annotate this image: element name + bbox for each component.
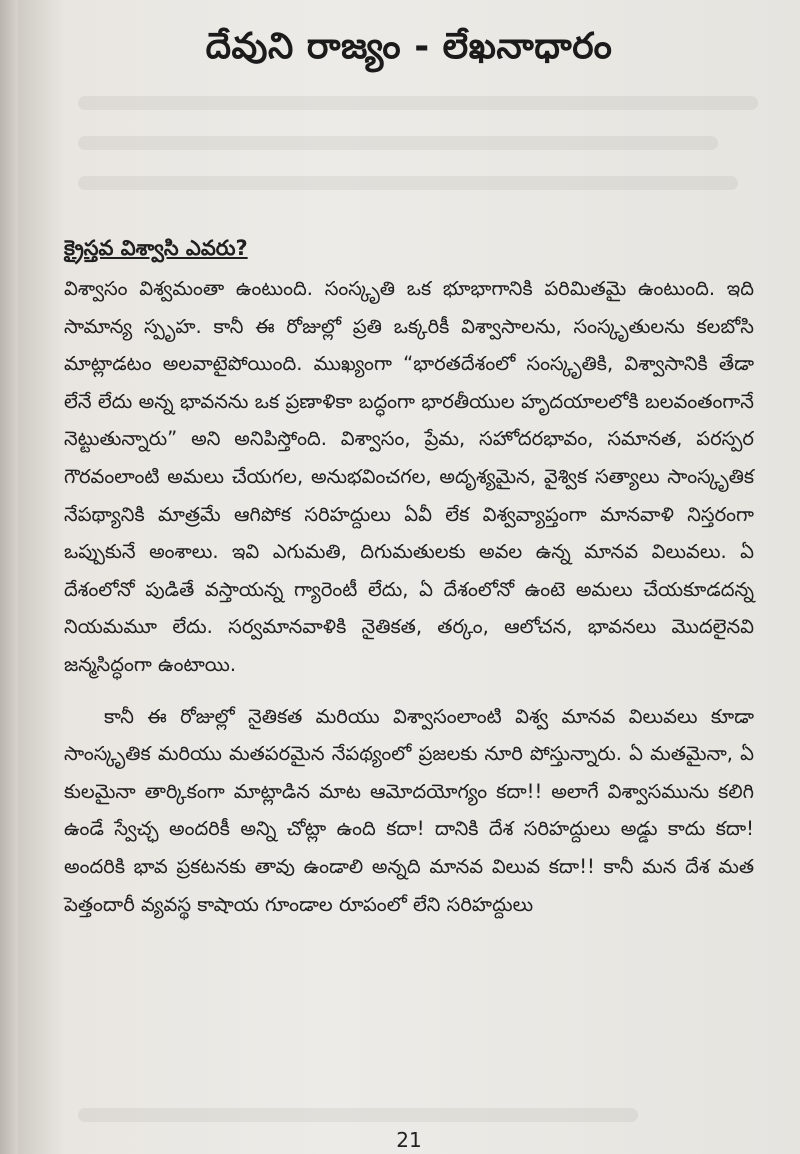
section-heading: క్రైస్తవ విశ్వాసి ఎవరు? (64, 236, 248, 260)
bleed-through-line (78, 1108, 638, 1122)
page-title: దేవుని రాజ్యం - లేఖనాధారం (205, 26, 613, 67)
book-page (18, 0, 800, 1154)
page-number: 21 (396, 1128, 422, 1152)
page-content (64, 232, 754, 923)
bleed-through-line (78, 96, 758, 110)
bleed-through-line (78, 136, 718, 150)
paragraph-2: కానీ ఈ రోజుల్లో నైతికత మరియు విశ్వాసంలాంటి విశ్వ మానవ విలువలు కూడా సాంస్కృతిక మరియు మతపరమైన నేపథ్యంలో ప్రజలకు నూరి పోస్తున్నారు. ఏ మతమైనా, ఏ కులమైనా తార్కికంగా మాట్లాడిన మాట ఆమోదయోగ్యం కదా!! అలాగే విశ్వాసమును కలిగి ఉండే స్వేచ్ఛ అందరికీ అన్ని చోట్లా ఉంది కదా! దానికి దేశ సరిహద్దులు అడ్డు కాదు కదా! అందరికి భావ ప్రకటనకు తావు ఉండాలి అన్నది మానవ విలువ కదా!! కానీ మన దేశ మత పెత్తందారీ వ్యవస్థ కాషాయ గూండాల రూపంలో లేని సరిహద్దులు (64, 704, 754, 916)
paragraph-1: విశ్వాసం విశ్వమంతా ఉంటుంది. సంస్కృతి ఒక భూభాగానికి పరిమితమై ఉంటుంది. ఇది సామాన్య స్పృహ. కానీ ఈ రోజుల్లో ప్రతి ఒక్కరికీ విశ్వాసాలను, సంస్కృతులను కలబోసి మాట్లాడటం అలవాటైపోయింది. ముఖ్యంగా “భారతదేశంలో సంస్కృతికి, విశ్వాసానికి తేడా లేనే లేదు అన్న భావనను ఒక ప్రణాళికా బద్ధంగా భారతీయుల హృదయాలలోకి బలవంతంగానే నెట్టుతున్నారు” అని అనిపిస్తోంది. విశ్వాసం, ప్రేమ, సహోదరభావం, సమానత, పరస్పర గౌరవంలాంటి అమలు చేయగల, అనుభవించగల, అదృశ్యమైన, వైశ్విక సత్యాలు సాంస్కృతిక నేపథ్యానికి మాత్రమే ఆగిపోక సరిహద్దులు ఏవీ లేక విశ్వవ్యాప్తంగా మానవాళి నిస్తరంగా ఒప్పుకునే అంశాలు. ఇవి ఎగుమతి, దిగుమతులకు అవల ఉన్న మానవ విలువలు. ఏ దేశంలోనో పుడితే వస్తాయన్న గ్యారెంటీ లేదు, ఏ దేశంలోనో ఉంటె అమలు చేయకూడదన్న నియమమూ లేదు. సర్వమానవాళికి నైతికత, తర్కం, ఆలోచన, భావనలు మొదలైనవి జన్మసిద్ధంగా ఉంటాయి. (64, 277, 754, 676)
bleed-through-line (78, 176, 738, 190)
book-spine-shadow (0, 0, 18, 1154)
